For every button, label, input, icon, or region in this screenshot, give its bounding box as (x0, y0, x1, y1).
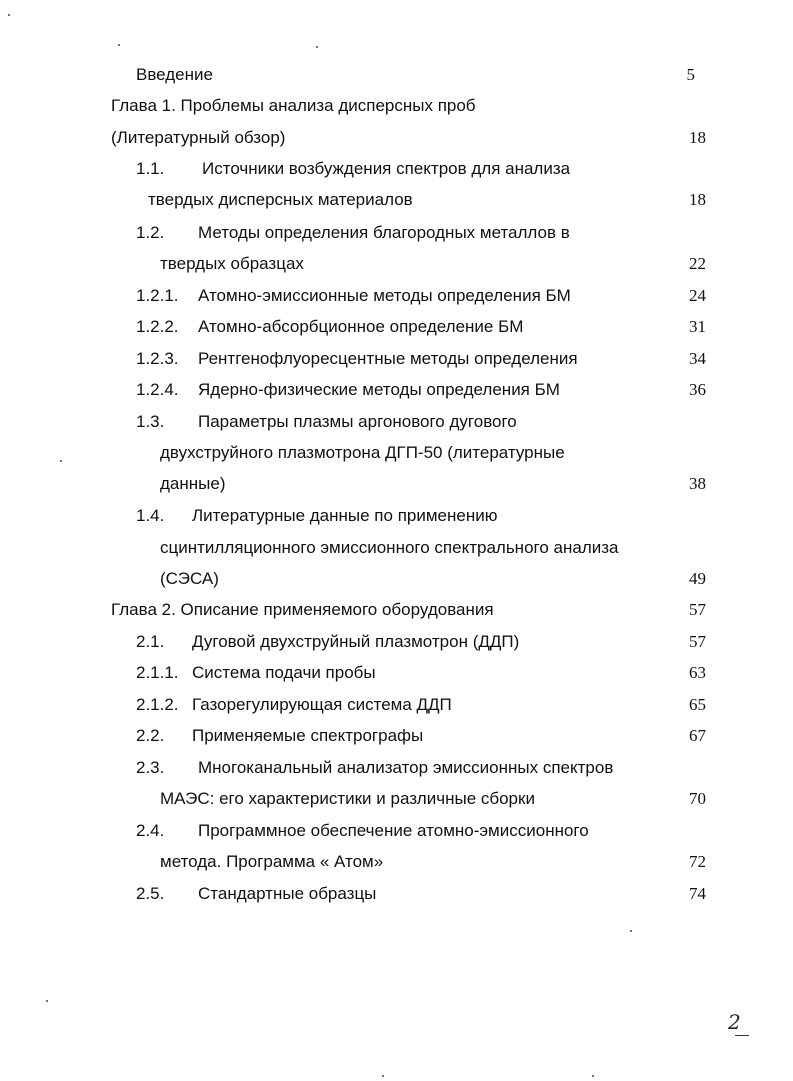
toc-2-1-page: 57 (689, 632, 706, 651)
toc-1-2-4-number: 1.2.4. (136, 380, 179, 399)
toc-1-1-line1: Источники возбуждения спектров для анализа (202, 159, 571, 178)
toc-1-2-1-number: 1.2.1. (136, 286, 179, 305)
toc-chapter2-page: 57 (689, 600, 706, 619)
toc-1-2-1-page: 24 (689, 286, 706, 305)
toc-2-2-title: Применяемые спектрографы (192, 726, 424, 745)
toc-1-1-number: 1.1. (136, 159, 165, 178)
toc-1-2-3-title: Рентгенофлуоресцентные методы определения (198, 349, 578, 368)
toc-chapter1-line2: (Литературный обзор) (111, 128, 286, 147)
scan-speck (316, 46, 318, 48)
toc-2-1-1-page: 63 (689, 663, 706, 682)
toc-chapter2-title: Глава 2. Описание применяемого оборудования (111, 600, 494, 619)
toc-2-5-number: 2.5. (136, 884, 165, 903)
toc-1-2-number: 1.2. (136, 223, 165, 242)
toc-1-3-page: 38 (689, 474, 706, 493)
scan-speck (8, 14, 10, 16)
toc-1-4-number: 1.4. (136, 506, 165, 525)
toc-1-1-page: 18 (689, 190, 706, 209)
toc-2-4-page: 72 (689, 852, 706, 871)
toc-2-4-number: 2.4. (136, 821, 165, 840)
sheet-number: 2 (728, 1010, 741, 1034)
toc-1-1-line2: твердых дисперсных материалов (148, 190, 413, 209)
toc-chapter1-page: 18 (689, 128, 706, 147)
toc-2-1-1-title: Система подачи пробы (192, 663, 376, 682)
toc-2-5-page: 74 (689, 884, 706, 903)
toc-1-3-line2: двухструйного плазмотрона ДГП-50 (литературные (160, 443, 565, 462)
toc-2-1-title: Дуговой двухструйный плазмотрон (ДДП) (192, 632, 520, 651)
toc-2-1-2-number: 2.1.2. (136, 695, 179, 714)
toc-2-2-number: 2.2. (136, 726, 165, 745)
toc-2-1-number: 2.1. (136, 632, 165, 651)
toc-2-4-line2: метода. Программа « Атом» (160, 852, 384, 871)
toc-1-2-4-page: 36 (689, 380, 706, 399)
toc-1-2-line1: Методы определения благородных металлов в (198, 223, 570, 242)
toc-1-2-4-title: Ядерно-физические методы определения БМ (198, 380, 560, 399)
toc-2-1-2-title: Газорегулирующая система ДДП (192, 695, 452, 714)
toc-2-3-page: 70 (689, 789, 706, 808)
toc-1-3-line3: данные) (160, 474, 226, 493)
toc-1-2-line2: твердых образцах (160, 254, 304, 273)
toc-2-4-line1: Программное обеспечение атомно-эмиссионного (198, 821, 589, 840)
toc-1-4-page: 49 (689, 569, 706, 588)
toc-1-2-1-title: Атомно-эмиссионные методы определения БМ (198, 286, 571, 305)
toc-2-1-2-page: 65 (689, 695, 706, 714)
toc-1-4-line1: Литературные данные по применению (192, 506, 498, 525)
scan-speck (46, 1000, 48, 1002)
toc-1-2-3-number: 1.2.3. (136, 349, 179, 368)
toc-1-4-line2: сцинтилляционного эмиссионного спектрального анализа (160, 538, 619, 557)
scan-speck (630, 930, 632, 932)
toc-2-3-number: 2.3. (136, 758, 165, 777)
toc-1-2-2-page: 31 (689, 317, 706, 336)
toc-1-2-page: 22 (689, 254, 706, 273)
scan-speck (382, 1075, 384, 1077)
toc-2-5-title: Стандартные образцы (198, 884, 377, 903)
sheet-number-underline (735, 1035, 749, 1036)
toc-1-3-number: 1.3. (136, 412, 165, 431)
toc-2-3-line2: МАЭС: его характеристики и различные сборки (160, 789, 535, 808)
toc-2-2-page: 67 (689, 726, 706, 745)
scan-speck (592, 1075, 594, 1077)
scan-speck (60, 460, 62, 462)
toc-intro-title: Введение (136, 65, 213, 84)
toc-2-1-1-number: 2.1.1. (136, 663, 179, 682)
toc-1-2-2-title: Атомно-абсорбционное определение БМ (198, 317, 524, 336)
toc-1-2-2-number: 1.2.2. (136, 317, 179, 336)
toc-chapter1-line1: Глава 1. Проблемы анализа дисперсных проб (111, 96, 476, 115)
scan-speck (118, 44, 120, 46)
toc-intro-page: 5 (686, 65, 695, 84)
toc-1-3-line1: Параметры плазмы аргонового дугового (198, 412, 517, 431)
toc-1-2-3-page: 34 (689, 349, 706, 368)
toc-1-4-line3: (СЭСА) (160, 569, 219, 588)
toc-2-3-line1: Многоканальный анализатор эмиссионных спектров (198, 758, 614, 777)
